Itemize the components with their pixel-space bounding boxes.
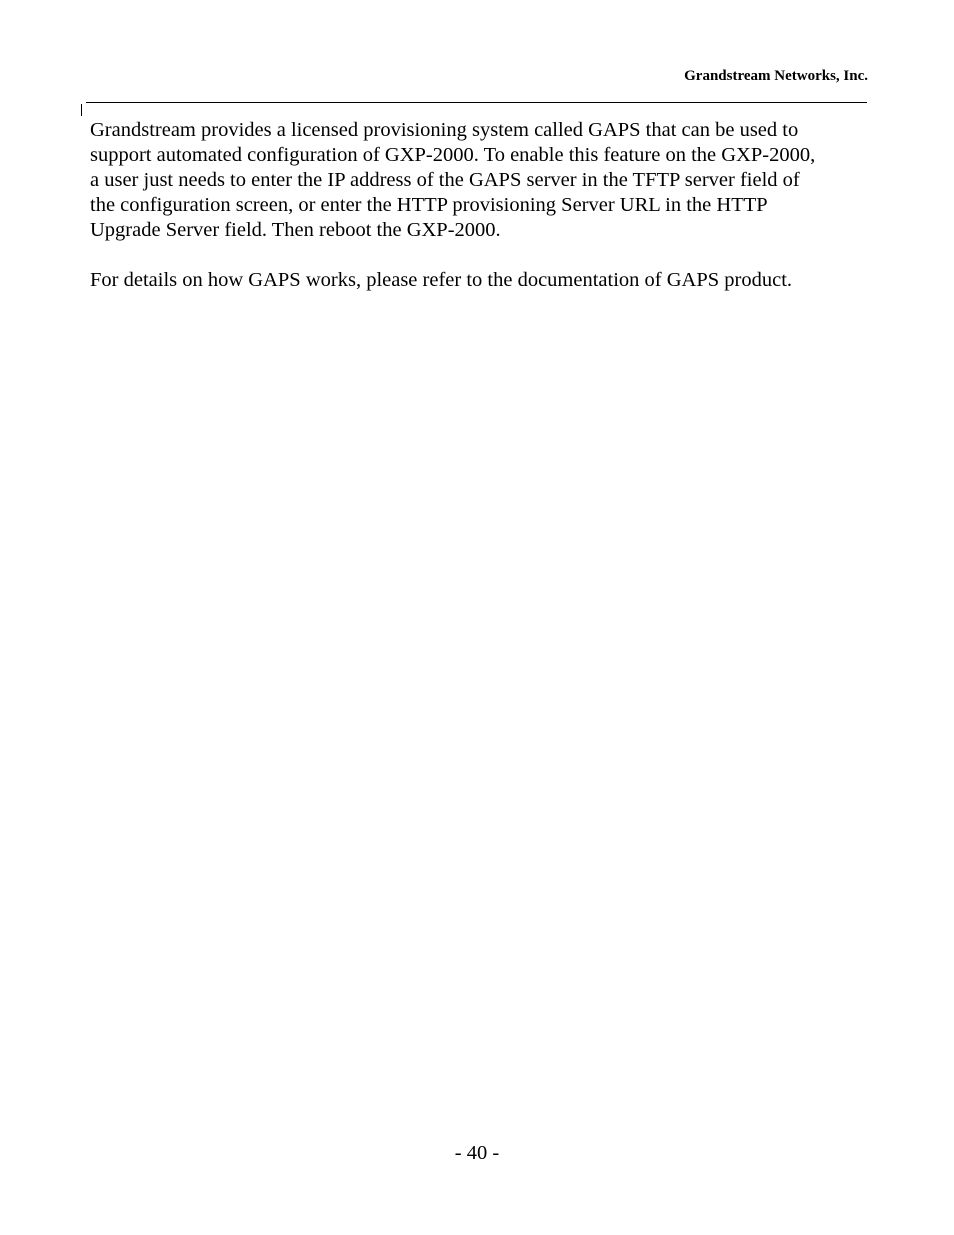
- paragraph-line: a user just needs to enter the IP address of the GAPS server in the TFTP server field of: [90, 169, 800, 191]
- paragraph-line: the configuration screen, or enter the HTTP provisioning Server URL in the HTTP: [90, 194, 768, 216]
- paragraph-line: support automated configuration of GXP-2000. To enable this feature on the GXP-2000,: [90, 144, 816, 166]
- change-bar-mark: [81, 104, 82, 116]
- paragraph-gaps-details: For details on how GAPS works, please refer to the documentation of GAPS product.: [90, 269, 793, 291]
- page-number: - 40 -: [454, 1142, 500, 1164]
- header-divider: [86, 102, 867, 103]
- paragraph-line: Upgrade Server field. Then reboot the GXP-2000.: [90, 219, 501, 241]
- paragraph-line: Grandstream provides a licensed provisioning system called GAPS that can be used to: [90, 119, 799, 141]
- header-company-name: Grandstream Networks, Inc.: [684, 68, 868, 84]
- paragraph-gaps-description: [90, 118, 880, 243]
- page-body: [90, 118, 880, 318]
